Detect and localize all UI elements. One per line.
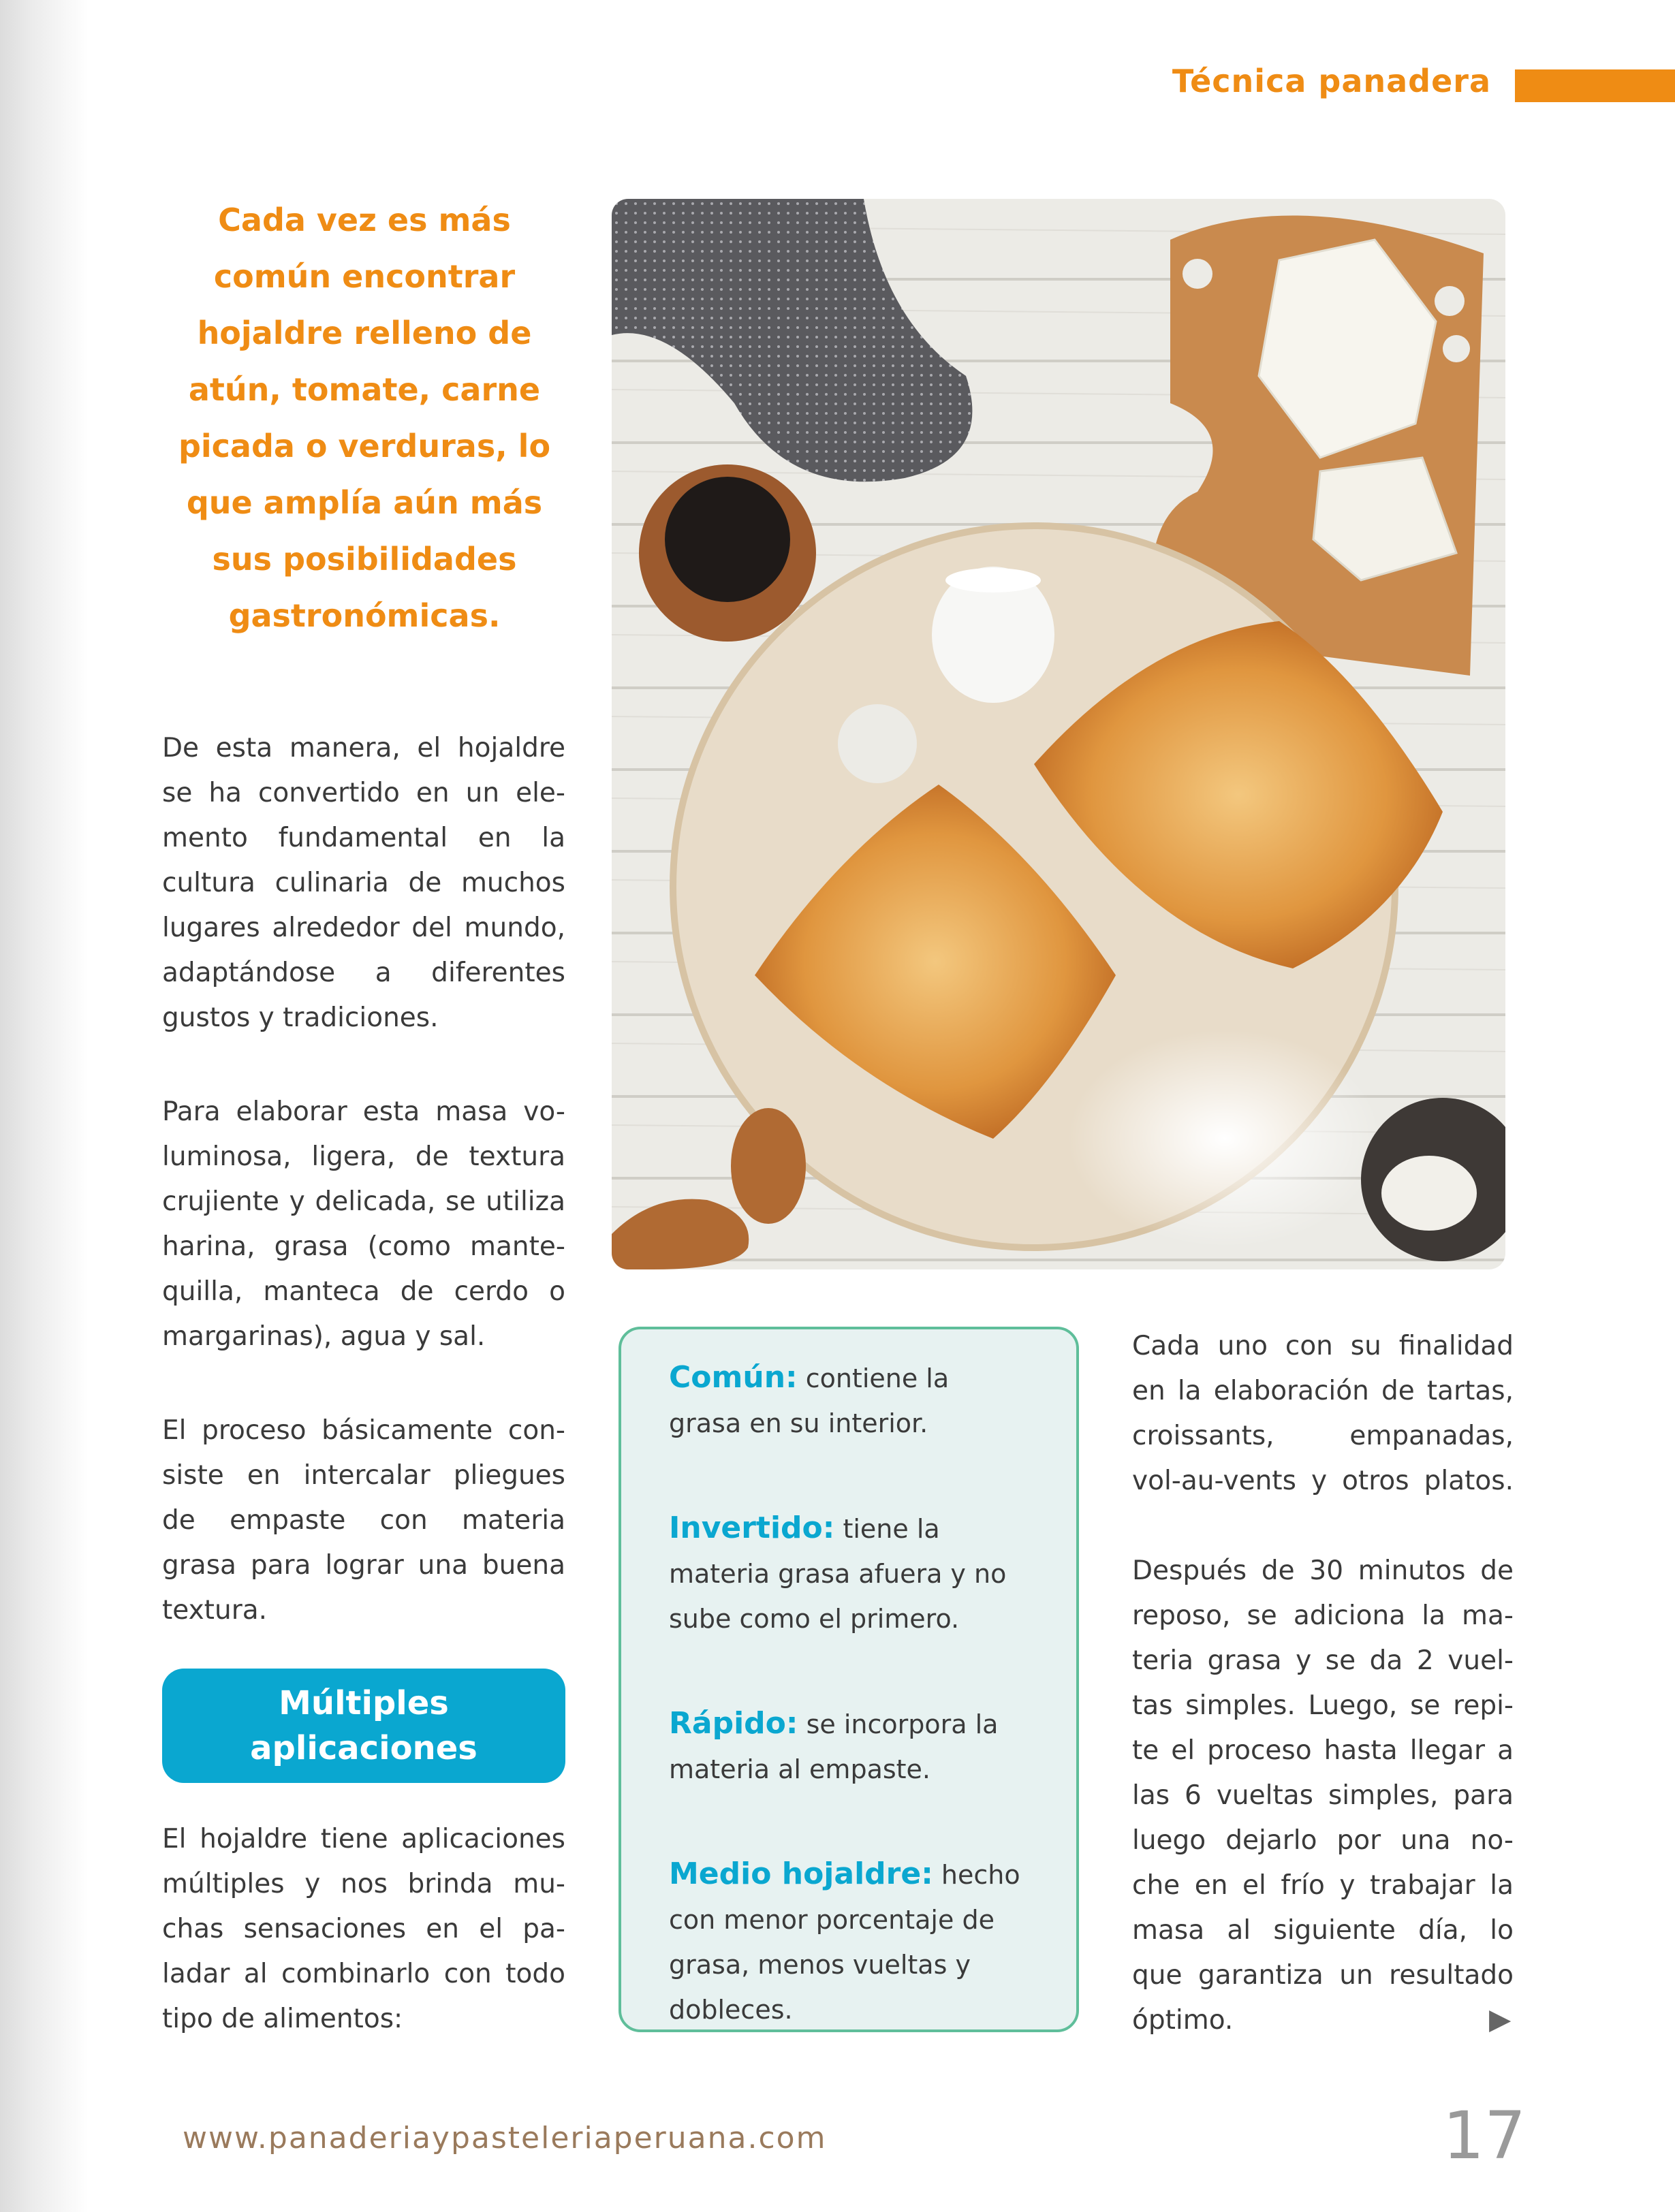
left-paragraph-2 bbox=[162, 1090, 565, 1359]
text-line: El hojaldre tiene aplicaciones bbox=[162, 1824, 565, 1854]
text-line: chas sensaciones en el pa- bbox=[162, 1914, 565, 1944]
pull-quote-line: Cada vez es más bbox=[218, 202, 511, 238]
text-line: grasa para lograr una buena bbox=[162, 1550, 565, 1581]
right-column bbox=[1132, 1324, 1514, 2043]
pull-quote-line: que amplía aún más bbox=[186, 484, 543, 521]
text-line: lugares alrededor del mundo, bbox=[162, 913, 565, 943]
footer-url: www.panaderiaypasteleriaperuana.com bbox=[183, 2121, 827, 2155]
text-line: te el proceso hasta llegar a bbox=[1132, 1735, 1514, 1766]
text-line: quilla, manteca de cerdo o bbox=[162, 1276, 565, 1307]
type-desc: grasa, menos vueltas y bbox=[669, 1950, 971, 1980]
text-line: masa al siguiente día, lo bbox=[1132, 1915, 1514, 1946]
text-line: las 6 vueltas simples, para bbox=[1132, 1780, 1514, 1811]
left-paragraph-3 bbox=[162, 1408, 565, 1633]
text-line: tipo de alimentos: bbox=[162, 2004, 403, 2034]
type-desc: sube como el primero. bbox=[669, 1604, 960, 1634]
text-line: mento fundamental en la bbox=[162, 823, 565, 853]
text-line: adaptándose a diferentes bbox=[162, 958, 565, 988]
text-line: margarinas), agua y sal. bbox=[162, 1321, 486, 1352]
text-line: gustos y tradiciones. bbox=[162, 1002, 439, 1033]
pull-quote-line: hojaldre relleno de bbox=[197, 315, 532, 351]
pull-quote-line: picada o verduras, lo bbox=[178, 428, 551, 464]
type-term: Rápido: bbox=[669, 1706, 798, 1741]
type-desc: materia grasa afuera y no bbox=[669, 1559, 1007, 1589]
text-line: che en el frío y trabajar la bbox=[1132, 1870, 1514, 1901]
text-line: ladar al combinarlo con todo bbox=[162, 1959, 565, 1989]
text-line: Después de 30 minutos de bbox=[1132, 1555, 1514, 1586]
left-paragraph-4 bbox=[162, 1817, 565, 2042]
text-line: óptimo. bbox=[1132, 2005, 1234, 2036]
text-line: teria grasa y se da 2 vuel- bbox=[1132, 1645, 1514, 1676]
pastry-photo bbox=[612, 199, 1505, 1269]
type-desc: contiene la bbox=[797, 1363, 950, 1393]
text-line: tas simples. Luego, se repi- bbox=[1132, 1690, 1514, 1721]
pull-quote-line: atún, tomate, carne bbox=[188, 371, 541, 408]
text-line: de empaste con materia bbox=[162, 1505, 565, 1536]
type-desc: con menor porcentaje de bbox=[669, 1905, 995, 1935]
text-line: cultura culinaria de muchos bbox=[162, 868, 565, 898]
type-entry-invertido bbox=[669, 1506, 1049, 1551]
heading-line: Múltiples bbox=[279, 1684, 449, 1722]
text-line: luego dejarlo por una no- bbox=[1132, 1825, 1514, 1856]
text-line: múltiples y nos brinda mu- bbox=[162, 1869, 565, 1899]
type-term: Común: bbox=[669, 1360, 798, 1395]
text-line: Para elaborar esta masa vo- bbox=[162, 1096, 565, 1127]
heading-line: aplicaciones bbox=[250, 1729, 478, 1767]
text-line: reposo, se adiciona la ma- bbox=[1132, 1600, 1514, 1631]
type-desc: grasa en su interior. bbox=[669, 1408, 928, 1438]
continue-arrow-icon: ▶ bbox=[1489, 2002, 1512, 2036]
text-line: El proceso básicamente con- bbox=[162, 1415, 565, 1446]
text-line: harina, grasa (como mante- bbox=[162, 1231, 565, 1262]
text-line: luminosa, ligera, de textura bbox=[162, 1141, 565, 1172]
page-spine-shadow bbox=[0, 0, 89, 2212]
type-desc: se incorpora la bbox=[798, 1709, 999, 1739]
text-line: se ha convertido en un ele- bbox=[162, 778, 565, 808]
type-desc: materia al empaste. bbox=[669, 1754, 931, 1784]
text-line: siste en intercalar pliegues bbox=[162, 1460, 565, 1491]
puff-pastry-types-box bbox=[619, 1327, 1079, 2032]
pull-quote-line: gastronómicas. bbox=[228, 597, 501, 634]
section-heading-pill bbox=[162, 1669, 565, 1783]
text-line: que garantiza un resultado bbox=[1132, 1960, 1514, 1991]
text-line: crujiente y delicada, se utiliza bbox=[162, 1186, 565, 1217]
text-line: vol-au-vents y otros platos. bbox=[1132, 1466, 1514, 1496]
pull-quote-line: común encontrar bbox=[213, 258, 516, 295]
pull-quote-line: sus posibilidades bbox=[212, 541, 517, 578]
type-entry-medio-hojaldre bbox=[669, 1852, 1049, 1897]
text-line: croissants, empanadas, bbox=[1132, 1421, 1514, 1451]
type-entry-comun bbox=[669, 1355, 1049, 1401]
text-line: en la elaboración de tartas, bbox=[1132, 1376, 1514, 1406]
type-term: Invertido: bbox=[669, 1511, 835, 1545]
text-line: textura. bbox=[162, 1595, 268, 1626]
type-desc: hecho bbox=[933, 1860, 1020, 1890]
section-label: Técnica panadera bbox=[1172, 63, 1491, 99]
type-entry-rapido bbox=[669, 1701, 1049, 1747]
text-line: Cada uno con su finalidad bbox=[1132, 1331, 1514, 1361]
pull-quote bbox=[160, 192, 569, 644]
type-desc: dobleces. bbox=[669, 1995, 793, 2025]
left-paragraph-1 bbox=[162, 726, 565, 1041]
type-desc: tiene la bbox=[834, 1514, 940, 1544]
text-line: De esta manera, el hojaldre bbox=[162, 733, 565, 763]
type-term: Medio hojaldre: bbox=[669, 1856, 933, 1891]
page-number: 17 bbox=[1443, 2098, 1527, 2174]
section-label-bar bbox=[1515, 69, 1675, 102]
